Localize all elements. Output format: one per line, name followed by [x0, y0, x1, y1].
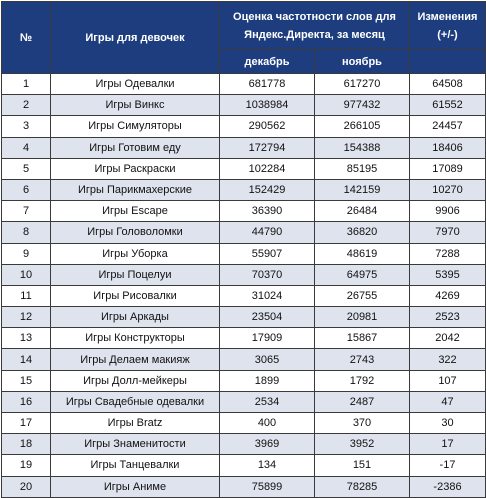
cell-december: 36390: [220, 201, 315, 222]
cell-game-name: Игры Парикмахерские: [51, 179, 220, 200]
cell-number: 7: [2, 201, 51, 222]
cell-november: 154388: [315, 137, 410, 158]
cell-game-name: Игры Знаменитости: [51, 434, 220, 455]
table-row: [2, 413, 486, 434]
cell-number: 8: [2, 222, 51, 243]
cell-december: 2534: [220, 391, 315, 412]
table-row: [2, 179, 486, 200]
cell-game-name: Игры Аркады: [51, 307, 220, 328]
header-game-name: Игры для девочек: [51, 2, 220, 74]
cell-december: 3969: [220, 434, 315, 455]
cell-november: 1792: [315, 370, 410, 391]
cell-change: 30: [410, 413, 486, 434]
cell-december: 1038984: [220, 95, 315, 116]
table-row: [2, 307, 486, 328]
cell-game-name: Игры Раскраски: [51, 158, 220, 179]
cell-change: 7970: [410, 222, 486, 243]
cell-game-name: Игры Винкс: [51, 95, 220, 116]
cell-number: 15: [2, 370, 51, 391]
header-december: декабрь: [220, 50, 315, 74]
cell-change: 64508: [410, 74, 486, 95]
cell-game-name: Игры Симуляторы: [51, 116, 220, 137]
cell-december: 400: [220, 413, 315, 434]
table-row: [2, 285, 486, 306]
cell-change: 18406: [410, 137, 486, 158]
cell-november: 64975: [315, 264, 410, 285]
cell-number: 2: [2, 95, 51, 116]
table-row: [2, 349, 486, 370]
cell-december: 172794: [220, 137, 315, 158]
cell-game-name: Игры Одевалки: [51, 74, 220, 95]
cell-change: 2042: [410, 328, 486, 349]
table-row: [2, 137, 486, 158]
cell-number: 1: [2, 74, 51, 95]
cell-number: 6: [2, 179, 51, 200]
cell-number: 5: [2, 158, 51, 179]
cell-december: 1899: [220, 370, 315, 391]
cell-change: 7288: [410, 243, 486, 264]
table-row: [2, 222, 486, 243]
cell-november: 977432: [315, 95, 410, 116]
cell-november: 48619: [315, 243, 410, 264]
cell-game-name: Игры Долл-мейкеры: [51, 370, 220, 391]
cell-change: 61552: [410, 95, 486, 116]
cell-change: 107: [410, 370, 486, 391]
cell-number: 9: [2, 243, 51, 264]
cell-november: 26755: [315, 285, 410, 306]
cell-december: 102284: [220, 158, 315, 179]
cell-number: 20: [2, 476, 51, 497]
table-row: [2, 391, 486, 412]
cell-november: 3952: [315, 434, 410, 455]
cell-december: 3065: [220, 349, 315, 370]
cell-november: 15867: [315, 328, 410, 349]
header-november: ноябрь: [315, 50, 410, 74]
cell-december: 681778: [220, 74, 315, 95]
cell-number: 18: [2, 434, 51, 455]
cell-november: 617270: [315, 74, 410, 95]
cell-november: 266105: [315, 116, 410, 137]
cell-game-name: Игры Делаем макияж: [51, 349, 220, 370]
table-row: [2, 264, 486, 285]
cell-game-name: Игры Уборка: [51, 243, 220, 264]
cell-game-name: Игры Escape: [51, 201, 220, 222]
table-row: [2, 328, 486, 349]
cell-december: 55907: [220, 243, 315, 264]
cell-number: 11: [2, 285, 51, 306]
cell-change: 47: [410, 391, 486, 412]
cell-number: 12: [2, 307, 51, 328]
cell-number: 17: [2, 413, 51, 434]
cell-game-name: Игры Аниме: [51, 476, 220, 497]
cell-november: 26484: [315, 201, 410, 222]
table-row: [2, 95, 486, 116]
cell-change: 5395: [410, 264, 486, 285]
table-row: [2, 243, 486, 264]
table-row: [2, 455, 486, 476]
cell-game-name: Игры Поцелуи: [51, 264, 220, 285]
cell-december: 75899: [220, 476, 315, 497]
cell-game-name: Игры Танцевалки: [51, 455, 220, 476]
cell-number: 16: [2, 391, 51, 412]
cell-change: 9906: [410, 201, 486, 222]
cell-game-name: Игры Свадебные одевалки: [51, 391, 220, 412]
cell-december: 31024: [220, 285, 315, 306]
cell-december: 152429: [220, 179, 315, 200]
cell-december: 134: [220, 455, 315, 476]
header-change-blank: [410, 50, 486, 74]
table-row: [2, 116, 486, 137]
table-row: [2, 476, 486, 497]
cell-november: 78285: [315, 476, 410, 497]
cell-number: 13: [2, 328, 51, 349]
cell-game-name: Игры Рисовалки: [51, 285, 220, 306]
header-number: №: [2, 2, 51, 74]
table-row: [2, 370, 486, 391]
cell-change: -17: [410, 455, 486, 476]
cell-change: 17: [410, 434, 486, 455]
cell-change: 4269: [410, 285, 486, 306]
table-row: [2, 74, 486, 95]
table-row: [2, 158, 486, 179]
cell-change: 2523: [410, 307, 486, 328]
cell-game-name: Игры Головоломки: [51, 222, 220, 243]
cell-number: 14: [2, 349, 51, 370]
cell-november: 151: [315, 455, 410, 476]
cell-november: 2743: [315, 349, 410, 370]
cell-november: 85195: [315, 158, 410, 179]
cell-number: 4: [2, 137, 51, 158]
cell-november: 2487: [315, 391, 410, 412]
cell-number: 19: [2, 455, 51, 476]
cell-december: 290562: [220, 116, 315, 137]
cell-number: 10: [2, 264, 51, 285]
cell-change: 10270: [410, 179, 486, 200]
cell-game-name: Игры Bratz: [51, 413, 220, 434]
cell-game-name: Игры Конструкторы: [51, 328, 220, 349]
cell-change: 322: [410, 349, 486, 370]
cell-november: 20981: [315, 307, 410, 328]
cell-november: 142159: [315, 179, 410, 200]
header-change: Изменения (+/-): [410, 2, 486, 50]
table-row: [2, 201, 486, 222]
cell-change: -2386: [410, 476, 486, 497]
cell-november: 36820: [315, 222, 410, 243]
cell-december: 23504: [220, 307, 315, 328]
header-frequency: Оценка частотности слов для Яндекс.Директа, за месяц: [220, 2, 410, 50]
table-row: [2, 434, 486, 455]
frequency-table: [1, 1, 486, 498]
cell-december: 44790: [220, 222, 315, 243]
cell-number: 3: [2, 116, 51, 137]
cell-change: 24457: [410, 116, 486, 137]
cell-november: 370: [315, 413, 410, 434]
cell-game-name: Игры Готовим еду: [51, 137, 220, 158]
cell-december: 17909: [220, 328, 315, 349]
cell-december: 70370: [220, 264, 315, 285]
cell-change: 17089: [410, 158, 486, 179]
